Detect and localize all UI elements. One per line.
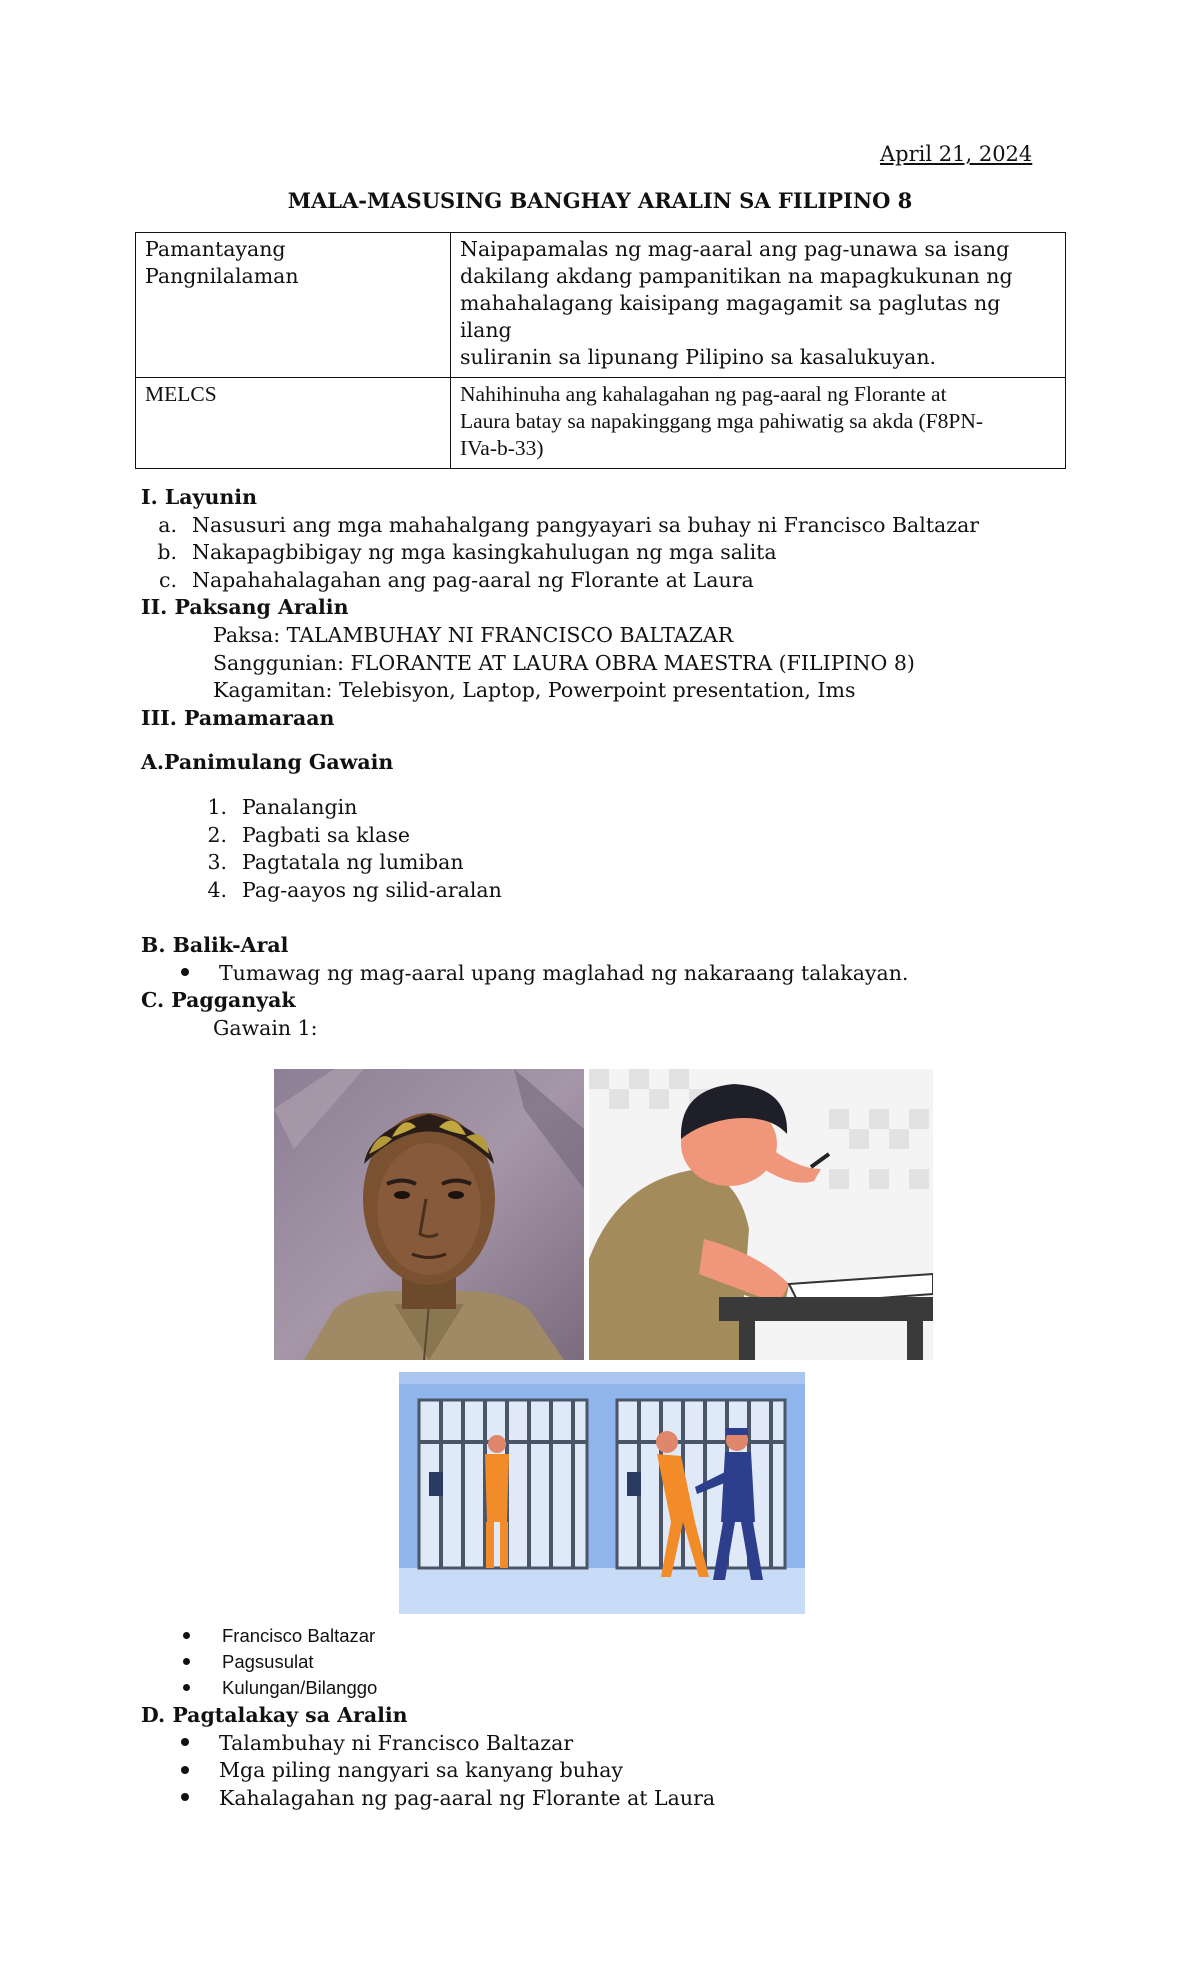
list-item-text: Pagbati sa klase [242,822,410,847]
subsection-heading: B. Balik-Aral [141,933,289,957]
prison-illustration [399,1372,805,1614]
activity-label: Gawain 1: [213,1015,318,1040]
table-line: Naipapamalas ng mag-aaral ang pag-unawa sa isang [460,237,1010,261]
subsection-heading: D. Pagtalakay sa Aralin [141,1703,408,1727]
bullet-icon [181,1793,189,1801]
bullet-icon [183,1658,190,1665]
list-item [141,567,979,595]
bullet-icon [181,1766,189,1774]
bullet-icon [183,1632,190,1639]
portrait-image [274,1069,584,1360]
document-title: MALA-MASUSING BANGHAY ARALIN SA FILIPINO 8 [287,188,913,213]
bullet-icon [181,968,189,976]
list-marker: 1. [207,795,227,819]
list-marker: 3. [207,850,227,875]
bullet-item [141,960,908,988]
list-item [141,512,979,540]
list-item-text: Napahahalagahan ang pag-aaral ng Florante at Laura [192,567,754,592]
subject-line: Kagamitan: Telebisyon, Laptop, Powerpoint presentation, Ims [213,678,856,703]
list-item [141,539,979,567]
bullet-item [141,1757,715,1785]
list-marker: b. [157,540,177,565]
subsection-heading: A.Panimulang Gawain [141,750,394,774]
table-line: dakilang akdang pampanitikan na mapagkukunan ng [460,264,1013,288]
prison-image [399,1372,805,1614]
bullet-icon [181,1738,189,1746]
section-heading: II. Paksang Aralin [141,595,349,620]
bullet-text: Kahalagahan ng pag-aaral ng Florante at Laura [219,1785,716,1810]
section-heading: III. Pamamaraan [141,705,335,730]
table-label-cell: MELCS [136,378,451,469]
portrait-illustration [274,1069,584,1360]
discussion-section [141,1702,715,1812]
table-content-cell [451,378,1066,469]
table-line: IVa-b-33) [460,436,544,460]
table-content-cell [451,233,1066,378]
bullet-text: Mga piling nangyari sa kanyang buhay [219,1758,623,1783]
section-heading: I. Layunin [141,485,257,509]
table-row [136,233,1066,378]
date: April 21, 2024 [880,142,1033,166]
bullet-item [141,1785,715,1813]
preliminary-activities [141,749,393,777]
list-item-text: Nasusuri ang mga mahahalgang pangyayari sa buhay ni Francisco Baltazar [192,512,980,537]
bullet-text: Talambuhay ni Francisco Baltazar [219,1730,574,1755]
activity-answers [141,1623,377,1701]
table-label-cell: Pamantayang Pangnilalaman [136,233,451,378]
subject-line: Sanggunian: FLORANTE AT LAURA OBRA MAESTRA (FILIPINO 8) [213,650,915,675]
list-marker: 4. [207,877,227,902]
list-item [141,877,502,905]
table-line: suliranin sa lipunang Pilipino sa kasalukuyan. [460,345,937,369]
list-item [141,794,502,822]
list-item-text: Nakapagbibigay ng mga kasingkahulugan ng mga salita [192,540,777,565]
list-marker: c. [159,567,177,592]
bullet-text: Tumawag ng mag-aaral upang maglahad ng nakaraang talakayan. [219,960,909,985]
bullet-icon [183,1684,190,1691]
list-item [141,849,502,877]
subject-line: Paksa: TALAMBUHAY NI FRANCISCO BALTAZAR [213,622,734,647]
table-line: Laura batay sa napakinggang mga pahiwatig sa akda (F8PN- [460,409,984,433]
bullet-item [141,1675,377,1701]
bullet-item [141,1623,377,1649]
list-marker: 2. [207,822,227,847]
bullet-item [141,1730,715,1758]
objectives-section [141,484,979,732]
table-row [136,378,1066,469]
bullet-text: Pagsusulat [222,1651,314,1672]
standards-table [135,232,1066,469]
table-line: Nahihinuha ang kahalagahan ng pag-aaral ng Florante at [460,382,947,406]
list-item-text: Pag-aayos ng silid-aralan [242,877,502,902]
subsection-heading: C. Pagganyak [141,988,296,1013]
list-marker: a. [158,512,177,537]
list-item [141,822,502,850]
writing-illustration [589,1069,933,1360]
bullet-text: Kulungan/Bilanggo [222,1677,378,1698]
list-item-text: Panalangin [242,795,358,819]
list-item-text: Pagtatala ng lumiban [242,850,464,875]
bullet-text: Francisco Baltazar [222,1625,376,1646]
preliminary-list [141,794,502,904]
review-section [141,932,908,1042]
table-line: mahahalagang kaisipang magagamit sa paglutas ng ilang [460,291,1001,342]
bullet-item [141,1649,377,1675]
writing-image [589,1069,933,1360]
